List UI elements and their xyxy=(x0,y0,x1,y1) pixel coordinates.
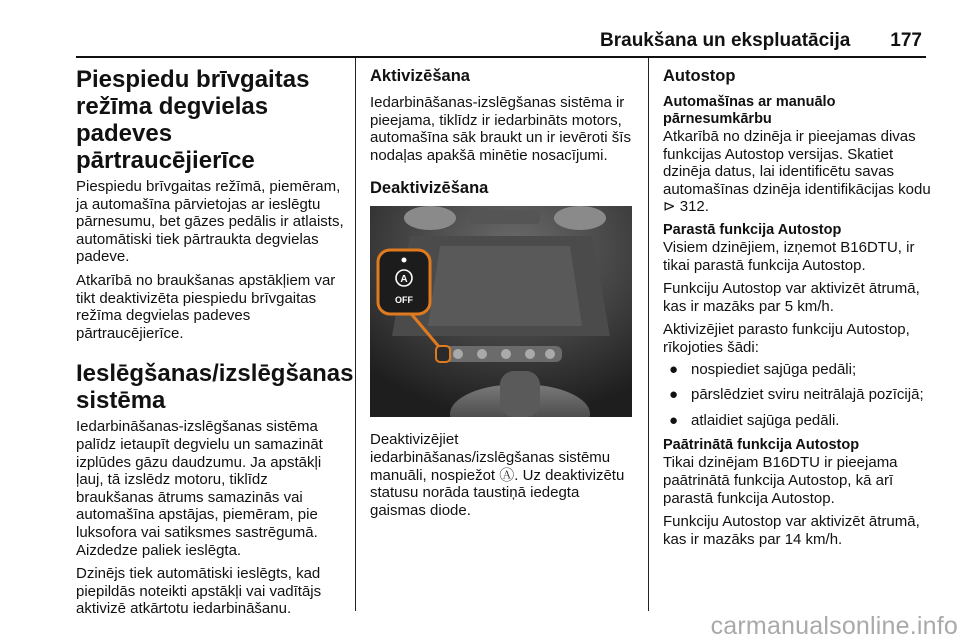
page-header xyxy=(0,30,922,54)
stop-start-button-highlight xyxy=(436,346,450,362)
column-3 xyxy=(663,66,933,554)
list-item: ● atlaidiet sajūga pedāli. xyxy=(669,411,840,429)
autostop-off-icon: Ⓐ xyxy=(499,466,515,484)
paragraph-standard-2: Funkciju Autostop var aktivizēt ātrumā, kas ir mazāks par 5 km/h. xyxy=(663,280,920,315)
top-panel xyxy=(470,210,540,224)
paragraph-standard-3: Aktivizējiet parasto funkciju Autostop, rīkojoties šādi: xyxy=(663,321,910,356)
column-1 xyxy=(76,66,354,624)
button-5 xyxy=(545,349,555,359)
console-inner xyxy=(428,246,582,326)
header-divider xyxy=(76,56,926,58)
page-number: 177 xyxy=(890,30,922,51)
button-2 xyxy=(477,349,487,359)
console-photo xyxy=(370,206,632,417)
paragraph-fuel-cutoff-1: Piespiedu brīvgaitas režīmā, piemēram, ja automašīna pārvietojas ar ieslēgtu pārnesumu, bet gāzes pedālis ir atlaists, automātiski tiek pārtraukta degvielas padeve. xyxy=(76,178,344,266)
paragraph-fuel-cutoff-2: Atkarībā no braukšanas apstākļiem var tikt deaktivizēta piespiedu brīvgaitas režīma degvielas padeves pārtraucējierīce. xyxy=(76,271,336,342)
heading-autostop: Autostop xyxy=(663,67,736,85)
column-divider-2 xyxy=(648,58,649,611)
knob-right xyxy=(554,206,606,230)
header-title: Braukšana un ekspluatācija xyxy=(600,30,851,51)
subheading-manual-gearbox: Automašīnas ar manuālo pārnesumkārbu xyxy=(663,94,836,127)
bullet-icon: ● xyxy=(669,386,679,404)
knob-left xyxy=(404,206,456,230)
heading-deactivation: Deaktivizēšana xyxy=(370,179,489,198)
list-item: ● nospiediet sajūga pedāli; xyxy=(669,360,857,378)
paragraph-standard-1: Visiem dzinējiem, izņemot B16DTU, ir tikai parastā funkcija Autostop. xyxy=(663,238,915,274)
paragraph-stop-start-2: Dzinējs tiek automātiski ieslēgts, kad piepildās noteikti apstākļi vai vadītājs aktivizē atkārtotu iedarbināšanu. xyxy=(76,565,322,618)
column-divider-1 xyxy=(355,58,356,611)
paragraph-deactivation: Deaktivizējiet iedarbināšanas/izslēgšanas sistēmu manuāli, nospiežot Ⓐ. Uz deaktivizētu statusu norāda taustiņā iedegta gaismas diode. xyxy=(370,431,625,519)
subheading-standard-autostop: Parastā funkcija Autostop xyxy=(663,221,842,238)
autostop-icon-letter: A xyxy=(400,274,408,286)
subheading-accelerated-autostop: Paātrinātā funkcija Autostop xyxy=(663,437,860,454)
steps-list xyxy=(663,361,933,430)
heading-activation: Aktivizēšana xyxy=(370,67,470,85)
paragraph-accelerated-2: Funkciju Autostop var aktivizēt ātrumā, kas ir mazāks par 14 km/h. xyxy=(663,513,920,548)
button-3 xyxy=(501,349,511,359)
list-item: ● pārslēdziet sviru neitrālajā pozīcijā; xyxy=(669,386,924,404)
page-reference-arrow-icon: ⊳ xyxy=(663,198,676,216)
button-4 xyxy=(525,349,535,359)
callout-led xyxy=(402,258,407,263)
bullet-icon: ● xyxy=(669,411,679,429)
button-1 xyxy=(453,349,463,359)
console-illustration xyxy=(370,206,632,417)
page-reference-link[interactable]: 312. xyxy=(675,198,709,216)
paragraph-stop-start-1: Iedarbināšanas-izslēgšanas sistēma palīdz ietaupīt degvielu un samazināt izplūdes gāzu daudzumu. Ja apstākļi ļauj, tā izslēdz motoru, tiklīdz braukšanas ātrums samazinās vai automašīna apstājas, piemēram, pie luksofora vai satiksmes sastrēgumā. Aizdedze paliek ieslēgta. xyxy=(76,418,323,559)
column-2 xyxy=(370,66,632,525)
gear-lever xyxy=(500,371,540,417)
paragraph-activation: Iedarbināšanas-izslēgšanas sistēma ir pieejama, tiklīdz ir iedarbināts motors, automašīna sāk braukt un ir ievēroti šīs nodaļas apakšā minētie nosacījumi. xyxy=(370,94,631,164)
paragraph-accelerated-1: Tikai dzinējam B16DTU ir pieejama paātrinātā funkcija Autostop, kā arī parastā funkcija Autostop. xyxy=(663,454,898,507)
paragraph-autostop-versions: Atkarībā no dzinēja ir pieejamas divas funkcijas Autostop versijas. Skatiet dzinēja datus, lai identificētu savas automašīnas dzinēja identifikācijas kodu ⊳ 312. xyxy=(663,128,931,216)
heading-stop-start: Ieslēgšanas/izslēgšanas sistēma xyxy=(76,360,354,415)
bullet-icon: ● xyxy=(669,360,679,378)
watermark: carmanualsonline.info xyxy=(710,612,958,640)
off-label: OFF xyxy=(395,295,413,306)
heading-fuel-cutoff: Piespiedu brīvgaitas režīma degvielas padeves pārtraucējierīce xyxy=(76,66,310,174)
